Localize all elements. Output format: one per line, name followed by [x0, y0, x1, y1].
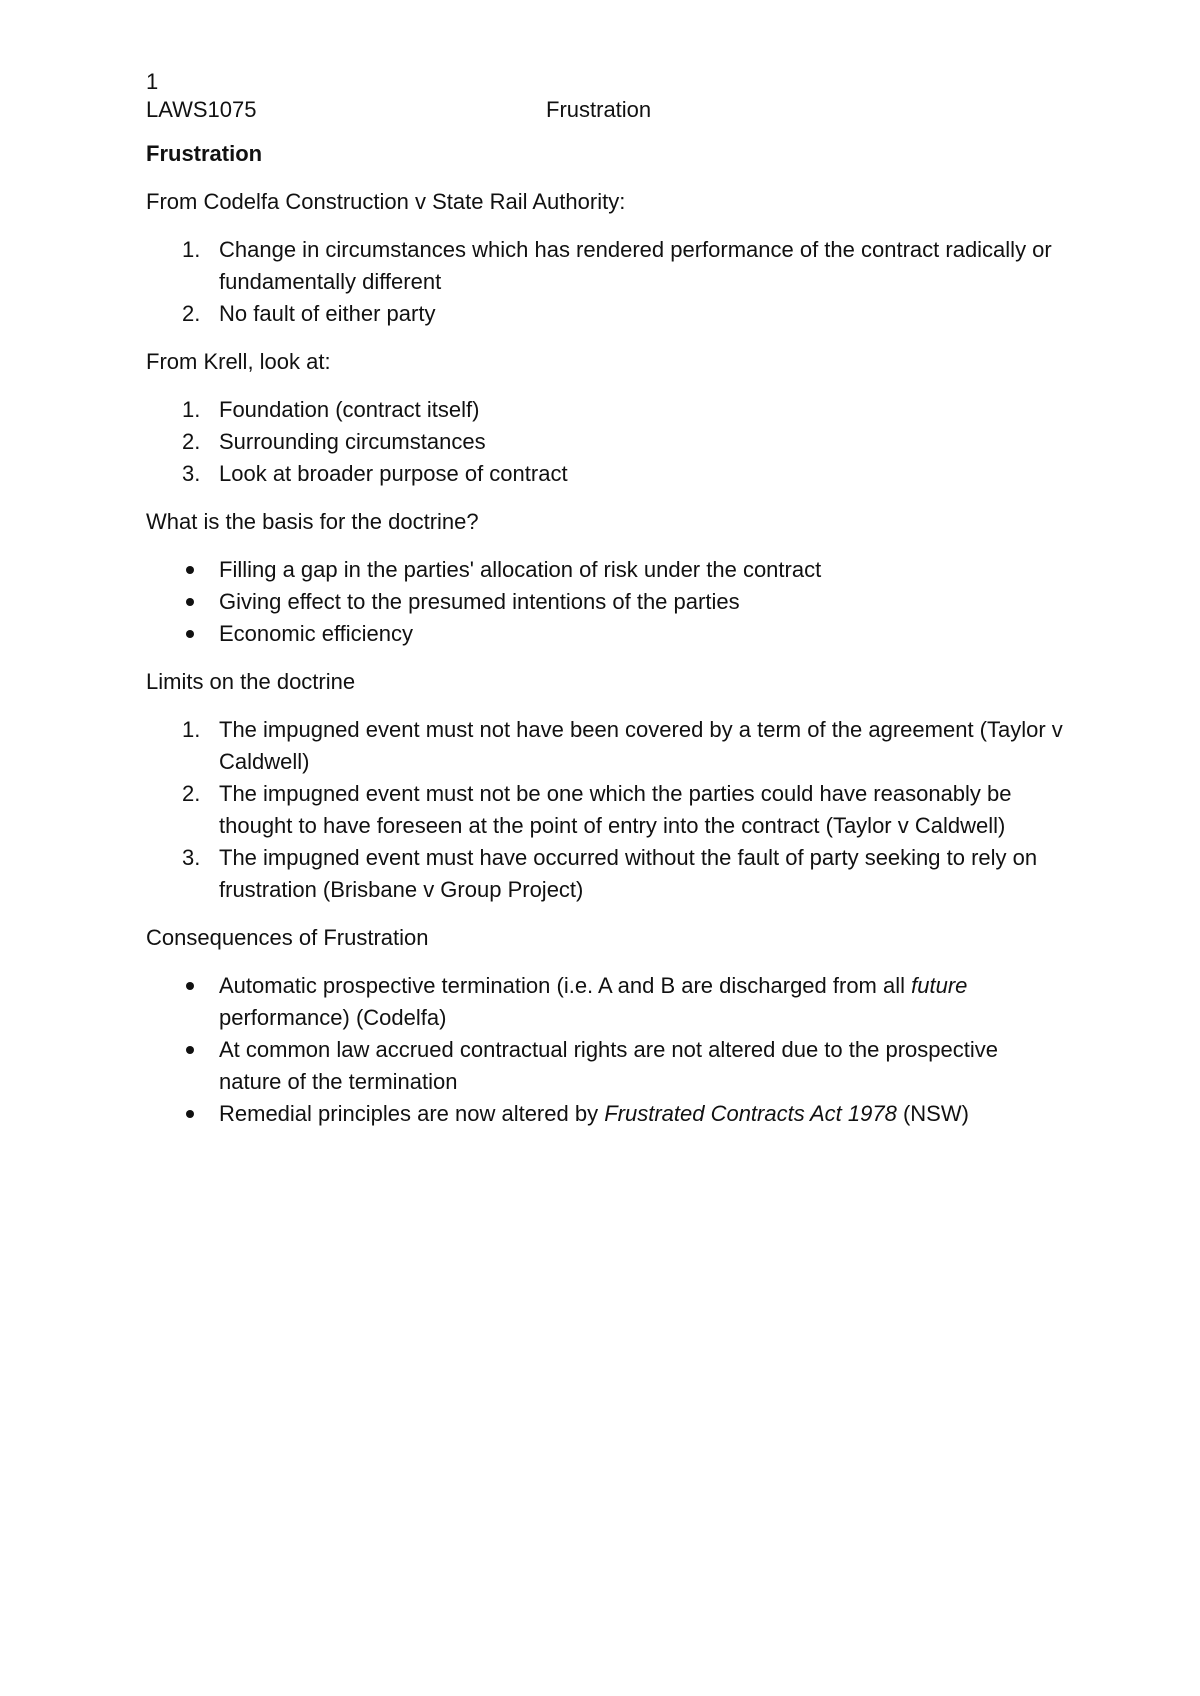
consequences-intro: Consequences of Frustration — [146, 925, 429, 950]
bullet-icon — [186, 598, 194, 606]
list-number: 1. — [182, 237, 201, 262]
statute-name: Frustrated Contracts Act 1978 — [604, 1101, 897, 1126]
list-item — [146, 1034, 1066, 1098]
document-title: Frustration — [146, 141, 263, 166]
list-number: 1. — [182, 717, 201, 742]
bullet-icon — [186, 1110, 194, 1118]
list-item-text: At common law accrued contractual rights are not altered due to the prospective nature of the termination — [219, 1037, 998, 1094]
list-item-text-end: (NSW) — [896, 1101, 969, 1126]
list-item-text: Surrounding circumstances — [219, 429, 486, 454]
limits-list — [146, 714, 1066, 906]
list-number: 3. — [182, 461, 201, 486]
krell-list — [146, 394, 1066, 490]
list-number: 1. — [182, 397, 201, 422]
list-item — [146, 778, 1066, 842]
krell-intro: From Krell, look at: — [146, 349, 331, 374]
list-number: 2. — [182, 781, 201, 806]
basis-list — [146, 554, 1066, 650]
list-item-text: The impugned event must not have been covered by a term of the agreement (Taylor v Caldwell) — [219, 717, 1063, 774]
list-item-text: The impugned event must have occurred without the fault of party seeking to rely on frustration (Brisbane v Group Project) — [219, 845, 1038, 902]
limits-intro: Limits on the doctrine — [146, 669, 356, 694]
bullet-icon — [186, 630, 194, 638]
list-item-text-start: Automatic prospective termination (i.e. A and B are discharged from all — [219, 973, 912, 998]
running-header — [146, 94, 1066, 126]
list-item-text: Foundation (contract itself) — [219, 397, 480, 422]
list-number: 2. — [182, 301, 201, 326]
list-item-text: Filling a gap in the parties' allocation of risk under the contract — [219, 557, 822, 582]
bullet-icon — [186, 1046, 194, 1054]
bullet-icon — [186, 982, 194, 990]
list-item-text: The impugned event must not be one which the parties could have reasonably be thought to have foreseen at the point of entry into the contract (Taylor v Caldwell) — [219, 781, 1012, 838]
list-item-text-end: performance) (Codelfa) — [219, 1005, 447, 1030]
list-item — [146, 618, 1066, 650]
list-item-emphasis: future — [911, 973, 968, 998]
list-item — [146, 714, 1066, 778]
basis-intro: What is the basis for the doctrine? — [146, 509, 479, 534]
document-page — [146, 70, 1066, 1146]
list-item — [146, 426, 1066, 458]
codelfa-list — [146, 234, 1066, 330]
list-item — [146, 458, 1066, 490]
list-item-text: Change in circumstances which has rendered performance of the contract radically or fundamentally different — [219, 237, 1052, 294]
list-item — [146, 1098, 1066, 1130]
list-item-text: Giving effect to the presumed intentions of the parties — [219, 589, 740, 614]
list-item — [146, 970, 1066, 1034]
list-item — [146, 586, 1066, 618]
page-number: 1 — [146, 69, 159, 94]
codelfa-intro: From Codelfa Construction v State Rail Authority: — [146, 189, 626, 214]
consequences-list — [146, 970, 1066, 1130]
list-item-text: Economic efficiency — [219, 621, 414, 646]
list-item — [146, 842, 1066, 906]
bullet-icon — [186, 566, 194, 574]
course-code: LAWS1075 — [146, 97, 257, 122]
list-item-text-start: Remedial principles are now altered by — [219, 1101, 605, 1126]
list-item — [146, 394, 1066, 426]
header-topic: Frustration — [546, 97, 652, 122]
list-item — [146, 554, 1066, 586]
list-item — [146, 298, 1066, 330]
list-number: 2. — [182, 429, 201, 454]
list-item-text: Look at broader purpose of contract — [219, 461, 568, 486]
list-item-text: No fault of either party — [219, 301, 436, 326]
list-number: 3. — [182, 845, 201, 870]
list-item — [146, 234, 1066, 298]
